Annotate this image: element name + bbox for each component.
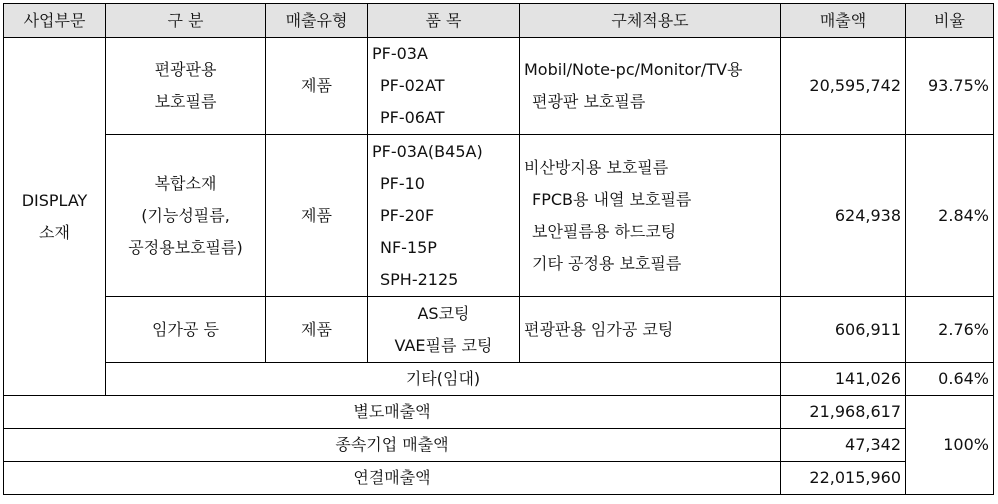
other-label: 기타(임대) <box>106 363 781 396</box>
category-cell <box>106 38 266 135</box>
category-line: 편광판용 <box>154 60 217 79</box>
ratio-cell: 2.84% <box>906 135 994 297</box>
table-row <box>4 135 994 297</box>
item-line: NF-15P <box>380 237 437 257</box>
item-line: AS코팅 <box>417 303 470 323</box>
item-cell <box>368 135 520 297</box>
item-cell <box>368 297 520 363</box>
usage-line: 기타 공정용 보호필름 <box>532 253 682 273</box>
total-sales: 47,342 <box>781 429 906 462</box>
usage-cell: 편광판용 임가공 코팅 <box>520 297 781 363</box>
category-cell <box>106 135 266 297</box>
item-line: VAE필름 코팅 <box>394 335 493 355</box>
header-usage: 구체적용도 <box>520 4 781 38</box>
item-line: PF-03A <box>372 44 428 63</box>
item-line: PF-20F <box>380 205 435 225</box>
sales-cell: 606,911 <box>781 297 906 363</box>
type-cell: 제품 <box>266 135 368 297</box>
header-row <box>4 4 994 38</box>
item-cell <box>368 38 520 135</box>
header-sales-type: 매출유형 <box>266 4 368 38</box>
total-label: 별도매출액 <box>4 396 781 429</box>
segment-line: 소재 <box>39 222 70 242</box>
header-segment: 사업부문 <box>4 4 106 38</box>
category-line: 보호필름 <box>154 92 217 111</box>
other-row <box>4 363 994 396</box>
table-row <box>4 38 994 135</box>
sales-table <box>3 3 994 495</box>
ratio-cell: 2.76% <box>906 297 994 363</box>
sales-cell: 20,595,742 <box>781 38 906 135</box>
header-item: 품 목 <box>368 4 520 38</box>
sales-cell: 624,938 <box>781 135 906 297</box>
usage-line: 비산방지용 보호필름 <box>524 157 669 177</box>
total-row <box>4 429 994 462</box>
other-ratio: 0.64% <box>906 363 994 396</box>
ratio-cell: 93.75% <box>906 38 994 135</box>
type-cell: 제품 <box>266 297 368 363</box>
other-sales: 141,026 <box>781 363 906 396</box>
usage-cell <box>520 38 781 135</box>
type-cell: 제품 <box>266 38 368 135</box>
item-line: PF-02AT <box>380 76 445 95</box>
total-sales: 21,968,617 <box>781 396 906 429</box>
usage-line: FPCB용 내열 보호필름 <box>532 189 692 209</box>
usage-line: 편광판 보호필름 <box>532 92 646 111</box>
total-ratio: 100% <box>906 396 994 495</box>
usage-line: 보안필름용 하드코팅 <box>532 221 677 241</box>
total-sales: 22,015,960 <box>781 462 906 495</box>
header-sales: 매출액 <box>781 4 906 38</box>
total-row <box>4 462 994 495</box>
header-category: 구 분 <box>106 4 266 38</box>
header-ratio: 비율 <box>906 4 994 38</box>
item-line: PF-06AT <box>380 108 445 127</box>
segment-cell <box>4 38 106 396</box>
segment-line: DISPLAY <box>21 190 88 210</box>
table-row <box>4 297 994 363</box>
total-label: 종속기업 매출액 <box>4 429 781 462</box>
usage-cell <box>520 135 781 297</box>
item-line: SPH-2125 <box>380 269 459 289</box>
category-cell: 임가공 등 <box>106 297 266 363</box>
total-row <box>4 396 994 429</box>
category-line: 공정용보호필름) <box>128 237 243 257</box>
category-line: 복합소재 <box>154 173 217 193</box>
total-label: 연결매출액 <box>4 462 781 495</box>
item-line: PF-10 <box>380 173 425 193</box>
usage-line: Mobil/Note-pc/Monitor/TV용 <box>524 60 743 79</box>
item-line: PF-03A(B45A) <box>372 141 483 161</box>
category-line: (기능성필름, <box>141 205 230 225</box>
